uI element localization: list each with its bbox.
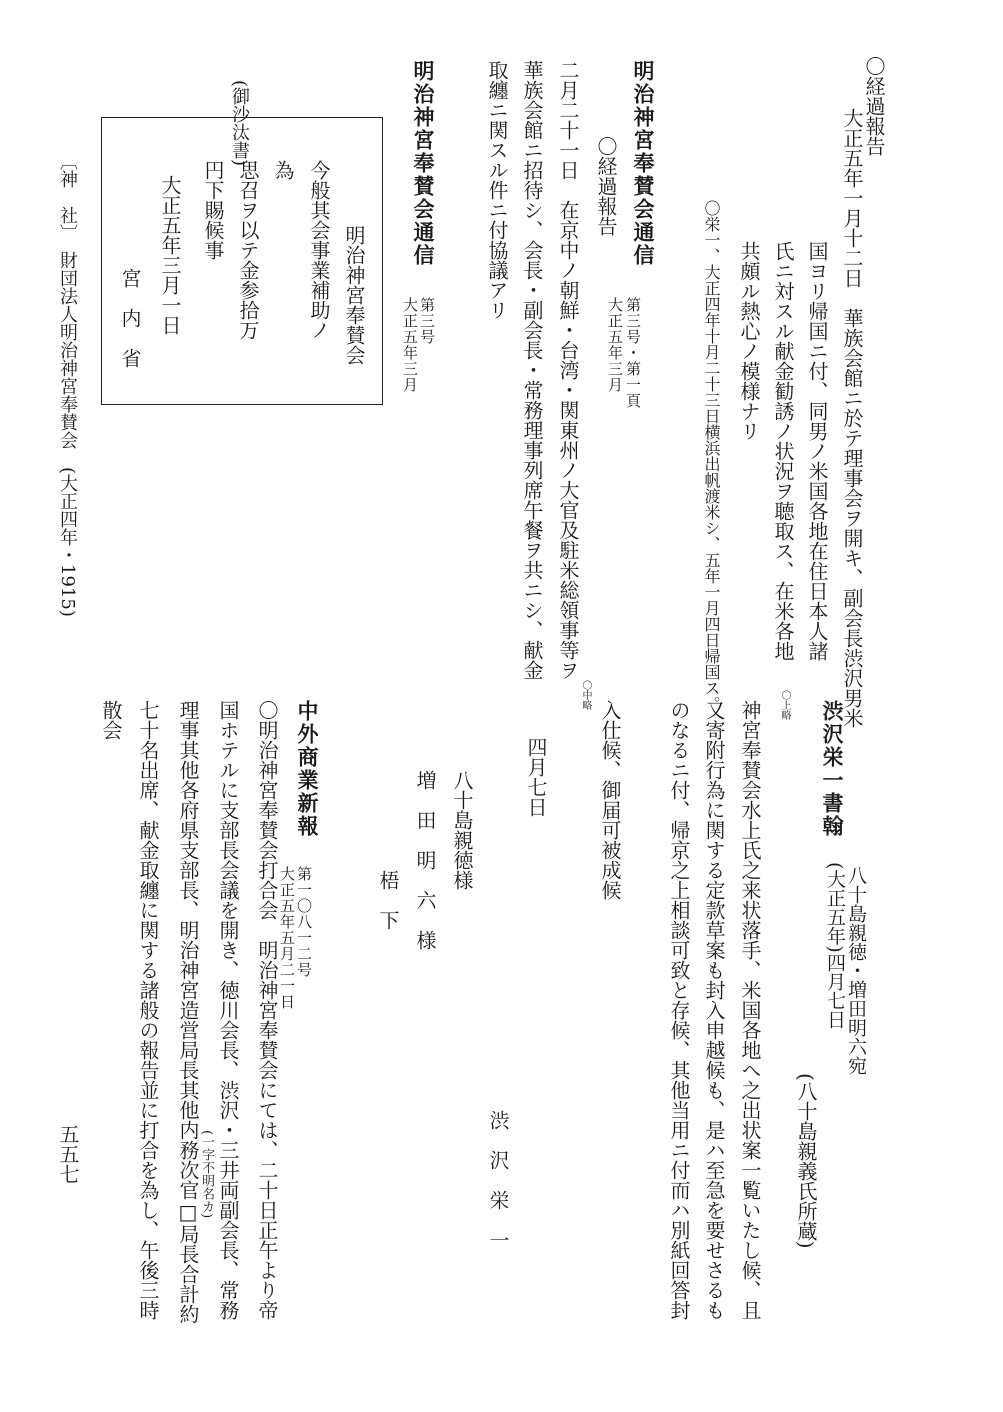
running-head: 〔神 社〕 財団法人明治神宮奉賛会 (大正四年・1915) (57, 152, 78, 617)
rescript-line-2: 今般其会事業補助ノ (307, 160, 331, 340)
news-title: 中外商業新報 (295, 700, 320, 838)
letter-omit-mid: 〇中略 (580, 680, 591, 710)
bulletin2-issue-2: 大正五年三月 (401, 297, 419, 393)
rescript-caption: (御沙汰書) (229, 80, 250, 167)
bulletin1-line-1: 二月二十一日 在京中ノ朝鮮・台湾・関東州ノ大官及駐米総領事等ヲ (556, 60, 580, 680)
news-issue-1: 第一〇八一二号 (295, 866, 313, 978)
bulletin1-title: 明治神宮奉賛会通信 (631, 60, 656, 267)
letter-line-4: 入仕候、御届可被成候 (598, 700, 622, 900)
rescript-line-6: 大正五年三月一日 (158, 175, 182, 335)
letter-sender: 渋 沢 栄 一 (486, 1110, 510, 1250)
news-line-3: 理事其他各府県支部長、明治神宮造営局長其他内務次官□局長合計約 (176, 700, 200, 1324)
letter-date-note: (大正五年)四月七日 (824, 862, 846, 1029)
letter-line-1: 神宮奉賛会水上氏之来状落手、米国各地へ之出状案一覧いたし候、且 (738, 700, 762, 1320)
bulletin1-issue-2: 大正五年三月 (606, 297, 624, 393)
news-issue-2: 大正五年五月二一日 (278, 866, 296, 1010)
report1-line-4: 共頗ル熱心ノ模様ナリ (737, 241, 761, 441)
page-number: 五五七 (56, 1124, 80, 1184)
bulletin1-heading: 〇経過報告 (594, 136, 618, 236)
news-line-2: 国ホテルに支部長会議を開き、徳川会長、渋沢・三井両副会長、常務 (216, 700, 240, 1320)
bulletin1-issue-1: 第三号・第一頁 (624, 297, 642, 409)
letter-recipient-1: 八十島親徳様 (450, 770, 474, 890)
rescript-line-5: 円下賜候事 (201, 160, 225, 260)
rescript-line-4: 思召ヲ以テ金参拾万 (236, 160, 260, 340)
report1-note: 〇栄一、大正四年十月二十三日横浜出帆渡米シ、五年一月四日帰国ス。 (702, 200, 721, 712)
bulletin1-line-3: 取纏ニ関スル件ニ付協議アリ (485, 60, 509, 320)
bulletin2-title: 明治神宮奉賛会通信 (411, 60, 436, 267)
report1-heading: 〇経過報告 (862, 56, 886, 156)
rescript-line-1: 明治神宮奉賛会 (342, 225, 366, 365)
report1-line-1: 大正五年一月十二日 華族会館ニ於テ理事会ヲ開キ、副会長渋沢男米 (840, 108, 864, 728)
bulletin2-issue-1: 第三号 (418, 297, 436, 345)
report1-line-3: 氏ニ対スル献金勧誘ノ状況ヲ聴取ス、在米各地 (771, 241, 795, 661)
letter-recipient-2: 増 田 明 六 様 (413, 770, 437, 950)
news-line-5: 散会 (99, 700, 123, 740)
letter-addressee: 八十島親徳・増田明六宛 (845, 866, 867, 1075)
letter-omit-top: 〇上略 (779, 690, 790, 720)
report1-line-2: 国ヨリ帰国ニ付、同男ノ米国各地在住日本人諸 (805, 241, 829, 661)
news-line-4: 七十名出席、献金取纏に関する諸般の報告並に打合を為し、午後三時 (136, 700, 160, 1320)
rescript-line-3: 為 (271, 160, 295, 180)
letter-date: 四月七日 (524, 737, 548, 817)
news-line-1: 〇明治神宮奉賛会打合会 明治神宮奉賛会にては、二十日正午より帝 (255, 700, 279, 1320)
news-annotation: (一字不明名カ) (199, 1130, 214, 1219)
letter-line-3: のなるニ付、帰京之上相談可致と存候、其他当用ニ付而ハ別紙回答封 (667, 700, 691, 1320)
letter-line-2: 又寄附行為に関する定款草案も封入申越候も、是ハ至急を要せさるも (702, 700, 726, 1320)
letter-collection: (八十島親義氏所蔵) (794, 1073, 818, 1249)
bulletin1-line-2: 華族会館ニ招待シ、会長・副会長・常務理事列席午餐ヲ共ニシ、献金 (520, 60, 544, 680)
rescript-line-7: 宮 内 省 (118, 268, 142, 368)
letter-title: 渋沢栄一書翰 (820, 700, 845, 838)
letter-honorific: 梧 下 (376, 870, 400, 930)
